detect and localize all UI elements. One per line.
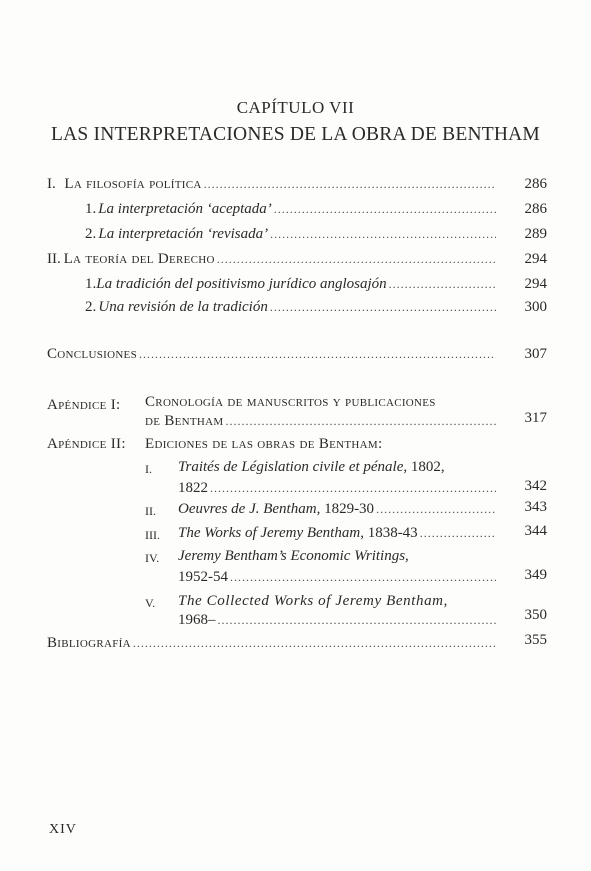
section-label: La filosofía política xyxy=(64,176,202,192)
leader-dots xyxy=(420,526,496,541)
leader-dots xyxy=(270,300,496,315)
leader-dots xyxy=(270,227,496,242)
edition-years: , 1838-43 xyxy=(360,525,418,541)
edition-years: 1952-54 xyxy=(178,569,228,585)
toc-page-number: 349 xyxy=(524,567,547,583)
appendix-1-title-continued: de Bentham xyxy=(145,413,224,429)
appendix-1-title[interactable]: Cronología de manuscritos y publicaciones xyxy=(145,394,436,410)
toc-page-number: 294 xyxy=(524,276,547,292)
subsection-number: 1. xyxy=(85,201,97,217)
toc-entry-subsection-1-1[interactable] xyxy=(85,201,498,218)
page-number-footer: XIV xyxy=(49,822,77,837)
leader-dots xyxy=(139,347,496,362)
toc-entry-subsection-2-1[interactable] xyxy=(85,276,498,293)
toc-page-number: 307 xyxy=(524,346,547,362)
edition-number: IV. xyxy=(145,551,160,565)
edition-number: II. xyxy=(145,504,156,518)
edition-title[interactable]: The Collected Works of Jeremy Bentham, xyxy=(178,593,448,609)
appendix-1-label: Apéndice I: xyxy=(47,397,121,413)
edition-title: The Works of Jeremy Bentham xyxy=(178,525,361,541)
toc-page-number: 342 xyxy=(524,478,547,494)
toc-page-number: 343 xyxy=(524,499,547,515)
toc-page-number: 294 xyxy=(524,251,547,267)
leader-dots xyxy=(376,502,496,517)
chapter-title: LAS INTERPRETACIONES DE LA OBRA DE BENTHAM xyxy=(51,124,540,145)
toc-page-number: 355 xyxy=(524,632,547,648)
leader-dots xyxy=(204,177,496,192)
chapter-number: CAPÍTULO VII xyxy=(236,98,355,117)
appendix-2-title: Ediciones de las obras de Bentham: xyxy=(145,436,383,452)
subsection-label: La tradición del positivismo jurídico anglosajón xyxy=(96,276,387,292)
toc-page-number: 300 xyxy=(524,299,547,315)
edition-title[interactable]: Traités de Législation civile et pénale, 1802, xyxy=(178,459,445,475)
toc-entry-edition-4[interactable] xyxy=(178,569,498,586)
leader-dots xyxy=(210,481,496,496)
bibliografia-label: Bibliografía xyxy=(47,635,131,651)
section-number: II. xyxy=(47,251,61,267)
toc-page-number: 344 xyxy=(524,523,547,539)
appendix-2-label: Apéndice II: xyxy=(47,436,126,452)
toc-page-number: 286 xyxy=(524,201,547,217)
toc-entry-edition-5[interactable] xyxy=(178,612,498,629)
toc-entry-subsection-1-2[interactable] xyxy=(85,226,498,243)
toc-entry-conclusiones[interactable] xyxy=(47,346,498,363)
leader-dots xyxy=(389,277,496,292)
subsection-number: 2. xyxy=(85,299,97,315)
toc-entry-edition-2[interactable] xyxy=(178,501,498,518)
leader-dots xyxy=(225,414,496,429)
edition-number: V. xyxy=(145,596,156,610)
subsection-label: La interpretación ‘aceptada’ xyxy=(98,201,272,217)
subsection-number: 2. xyxy=(85,226,97,242)
edition-title[interactable]: Jeremy Bentham’s Economic Writings, xyxy=(178,548,409,564)
toc-entry-edition-1[interactable] xyxy=(178,480,498,497)
toc-page-number: 289 xyxy=(524,226,547,242)
edition-title: Oeuvres de J. Bentham xyxy=(178,501,317,517)
toc-entry-edition-3[interactable] xyxy=(178,525,498,542)
section-label: La teoría del Derecho xyxy=(63,251,215,267)
leader-dots xyxy=(230,570,496,585)
edition-years: 1822 xyxy=(178,480,208,496)
toc-entry-bibliografia[interactable] xyxy=(47,635,498,652)
edition-years: 1968– xyxy=(178,612,216,628)
toc-page-number: 286 xyxy=(524,176,547,192)
toc-entry-subsection-2-2[interactable] xyxy=(85,299,498,316)
toc-entry-section-2[interactable] xyxy=(47,251,498,268)
edition-years: , 1829-30 xyxy=(316,501,375,517)
leader-dots xyxy=(274,202,496,217)
subsection-label: La interpretación ‘revisada’ xyxy=(98,226,269,242)
conclusiones-label: Conclusiones xyxy=(47,346,137,362)
leader-dots xyxy=(217,252,496,267)
toc-entry-section-1[interactable] xyxy=(47,176,498,193)
toc-page-number: 317 xyxy=(524,410,547,426)
leader-dots xyxy=(218,613,497,628)
subsection-number: 1. xyxy=(85,276,97,292)
edition-number: III. xyxy=(145,528,160,542)
edition-number: I. xyxy=(145,462,152,476)
toc-entry-appendix-1[interactable] xyxy=(145,413,498,430)
subsection-label: Una revisión de la tradición xyxy=(98,299,268,315)
toc-page-number: 350 xyxy=(524,607,547,623)
section-number: I. xyxy=(47,176,56,192)
leader-dots xyxy=(133,636,496,651)
